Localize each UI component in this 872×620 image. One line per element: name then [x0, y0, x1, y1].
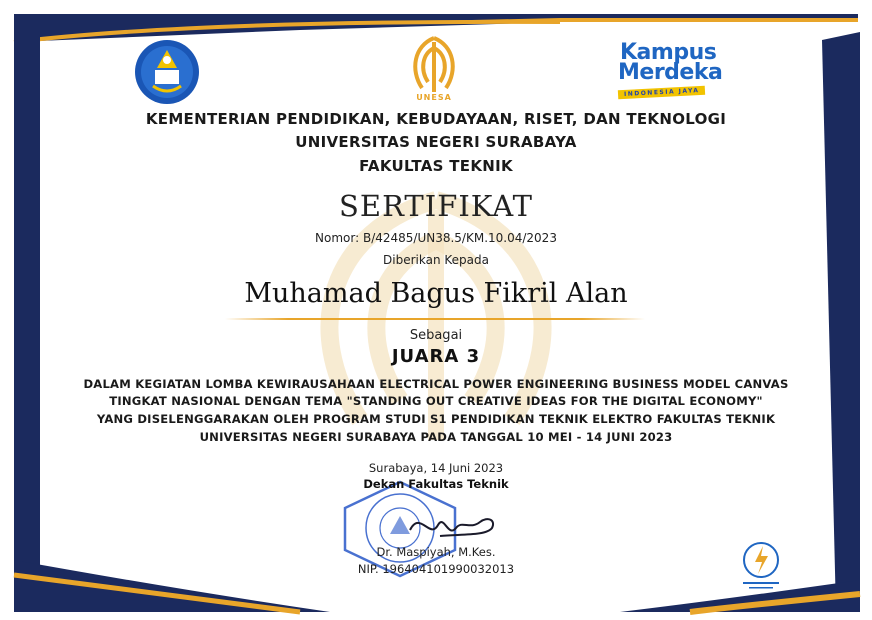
kampus-merdeka-line1: Kampus — [620, 40, 717, 65]
award-rank: JUARA 3 — [391, 346, 481, 367]
ministry-heading: KEMENTERIAN PENDIDIKAN, KEBUDAYAAN, RISET, DAN TEKNOLOGI — [145, 110, 727, 128]
kampus-merdeka-logo — [612, 40, 737, 110]
kampus-merdeka-tagline: INDONESIA JAYA — [618, 86, 706, 100]
signature — [400, 500, 510, 550]
description-line: YANG DISELENGGARAKAN OLEH PROGRAM STUDI S1 PENDIDIKAN TEKNIK ELEKTRO FAKULTAS TEKNIK — [96, 412, 776, 426]
description-line: UNIVERSITAS NEGERI SURABAYA PADA TANGGAL 10 MEI - 14 JUNI 2023 — [199, 430, 673, 444]
electrical-engineering-logo — [735, 538, 787, 593]
kampus-merdeka-line2: Merdeka — [618, 60, 723, 85]
description-line: TINGKAT NASIONAL DENGAN TEMA "STANDING OUT CREATIVE IDEAS FOR THE DIGITAL ECONOMY" — [109, 394, 763, 408]
given-to-label: Diberikan Kepada — [383, 253, 489, 267]
signer-name: Dr. Maspiyah, M.Kes. — [376, 545, 496, 559]
recipient-name: Muhamad Bagus Fikril Alan — [244, 278, 628, 309]
university-heading: UNIVERSITAS NEGERI SURABAYA — [295, 133, 577, 151]
signer-position: Dekan Fakultas Teknik — [363, 477, 509, 491]
description-line: DALAM KEGIATAN LOMBA KEWIRAUSAHAAN ELECTRICAL POWER ENGINEERING BUSINESS MODEL CANVAS — [83, 377, 789, 391]
signer-nip: NIP. 196404101990032013 — [357, 562, 515, 576]
place-date: Surabaya, 14 Juni 2023 — [368, 461, 504, 475]
as-label: Sebagai — [409, 328, 463, 343]
tut-wuri-handayani-logo — [133, 38, 201, 106]
unesa-logo-text: UNESA — [416, 93, 452, 102]
faculty-heading: FAKULTAS TEKNIK — [359, 157, 513, 175]
name-underline — [225, 318, 645, 320]
certificate-number: Nomor: B/42485/UN38.5/KM.10.04/2023 — [315, 231, 557, 245]
certificate-title: SERTIFIKAT — [339, 189, 533, 223]
